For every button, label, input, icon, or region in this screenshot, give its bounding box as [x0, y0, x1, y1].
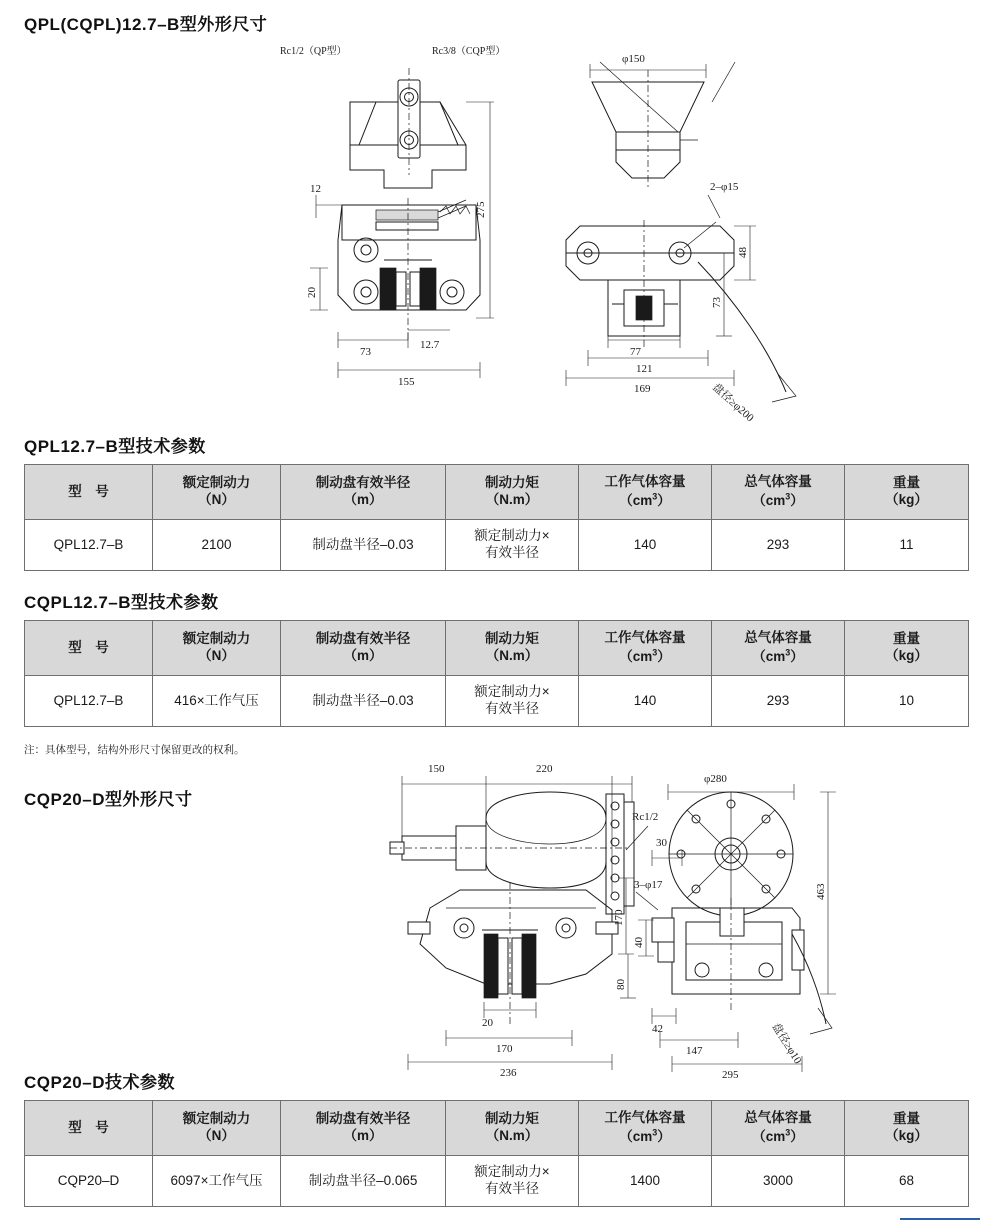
col-weight: 重量 （kg）	[845, 621, 969, 676]
svg-text:48: 48	[737, 247, 749, 258]
col-rated-force: 额定制动力 （N）	[153, 621, 281, 676]
col-rated-force: 额定制动力 （N）	[153, 1101, 281, 1156]
svg-text:30: 30	[656, 837, 667, 849]
cell-rated-force: 416×工作气压	[153, 676, 281, 727]
svg-text:Rc1/2: Rc1/2	[632, 811, 659, 823]
svg-text:20: 20	[306, 287, 318, 298]
svg-text:3–φ17: 3–φ17	[634, 879, 663, 891]
cell-torque: 额定制动力× 有效半径	[446, 676, 579, 727]
svg-text:170: 170	[613, 909, 625, 926]
spec-table-cqp20d	[24, 1100, 969, 1207]
section-title-qpl-params: QPL12.7–B型技术参数	[24, 437, 206, 456]
cell-total-gas: 293	[712, 676, 845, 727]
svg-text:40: 40	[633, 937, 645, 948]
col-total-gas: 总气体容量 $(cm^3)$	[712, 621, 845, 676]
spec-table-qpl127b	[24, 464, 969, 571]
table-row	[25, 1156, 969, 1207]
cell-working-gas: 140	[579, 676, 712, 727]
cell-torque: 额定制动力× 有效半径	[446, 1156, 579, 1207]
svg-text:12: 12	[310, 183, 321, 195]
col-total-gas: 总气体容量 $(cm^3)$	[712, 1101, 845, 1156]
section-title-cqp20d-outline: CQP20–D型外形尺寸	[24, 790, 193, 809]
svg-text:236: 236	[500, 1067, 517, 1079]
table-row	[25, 520, 969, 571]
drawing-cqp20-d-outline	[390, 758, 860, 1098]
col-weight: 重量 （kg）	[845, 465, 969, 520]
cell-total-gas: 3000	[712, 1156, 845, 1207]
svg-text:Rc1/2（QP型）: Rc1/2（QP型）	[280, 46, 347, 57]
svg-text:80: 80	[615, 979, 627, 990]
svg-text:147: 147	[686, 1045, 703, 1057]
svg-text:295: 295	[722, 1069, 739, 1081]
svg-text:150: 150	[428, 763, 445, 775]
table-header-row	[25, 621, 969, 676]
drawing-qpl-127b-outline	[280, 40, 840, 435]
table-row	[25, 676, 969, 727]
cell-model: CQP20–D	[25, 1156, 153, 1207]
cell-effective-radius: 制动盘半径–0.03	[281, 676, 446, 727]
svg-text:77: 77	[630, 346, 641, 358]
cell-torque: 额定制动力× 有效半径	[446, 520, 579, 571]
col-model: 型 号	[25, 1101, 153, 1156]
col-effective-radius: 制动盘有效半径 （m）	[281, 465, 446, 520]
svg-text:73: 73	[711, 297, 723, 308]
cell-rated-force: 2100	[153, 520, 281, 571]
svg-text:220: 220	[536, 763, 553, 775]
col-total-gas: 总气体容量 $(cm^3)$	[712, 465, 845, 520]
table-header-row	[25, 1101, 969, 1156]
section-title-qpl-outline: QPL(CQPL)12.7–B型外形尺寸	[24, 15, 268, 34]
cell-effective-radius: 制动盘半径–0.065	[281, 1156, 446, 1207]
cell-weight: 10	[845, 676, 969, 727]
col-model: 型 号	[25, 465, 153, 520]
svg-text:20: 20	[482, 1017, 493, 1029]
col-effective-radius: 制动盘有效半径 （m）	[281, 621, 446, 676]
svg-text:2–φ15: 2–φ15	[710, 181, 739, 193]
col-rated-force: 额定制动力 （N）	[153, 465, 281, 520]
svg-text:73: 73	[360, 346, 371, 358]
svg-text:盘径≥φ10: 盘径≥φ10	[769, 1021, 804, 1067]
cell-rated-force: 6097×工作气压	[153, 1156, 281, 1207]
col-torque: 制动力矩 （N.m）	[446, 621, 579, 676]
col-working-gas: 工作气体容量 $(cm^3)$	[579, 465, 712, 520]
cell-model: QPL12.7–B	[25, 520, 153, 571]
cell-working-gas: 1400	[579, 1156, 712, 1207]
svg-text:φ280: φ280	[704, 773, 727, 785]
cell-model: QPL12.7–B	[25, 676, 153, 727]
col-torque: 制动力矩 （N.m）	[446, 465, 579, 520]
svg-text:170: 170	[496, 1043, 513, 1055]
section-title-cqpl-params: CQPL12.7–B型技术参数	[24, 593, 219, 612]
footnote: 注：具体型号，结构外形尺寸保留更改的权利。	[24, 744, 245, 756]
svg-text:169: 169	[634, 383, 651, 395]
cell-effective-radius: 制动盘半径–0.03	[281, 520, 446, 571]
svg-text:275: 275	[475, 201, 487, 218]
col-working-gas: 工作气体容量 $(cm^3)$	[579, 621, 712, 676]
col-torque: 制动力矩 （N.m）	[446, 1101, 579, 1156]
svg-text:121: 121	[636, 363, 653, 375]
col-working-gas: 工作气体容量 $(cm^3)$	[579, 1101, 712, 1156]
section-title-cqp20d-params: CQP20–D技术参数	[24, 1073, 175, 1092]
cell-total-gas: 293	[712, 520, 845, 571]
cell-weight: 11	[845, 520, 969, 571]
spec-table-cqpl127b	[24, 620, 969, 727]
svg-text:12.7: 12.7	[420, 339, 440, 351]
svg-text:463: 463	[815, 883, 827, 900]
col-model: 型 号	[25, 621, 153, 676]
svg-text:155: 155	[398, 376, 415, 388]
svg-text:Rc3/8（CQP型）: Rc3/8（CQP型）	[432, 46, 506, 57]
footer-rule	[900, 1218, 980, 1220]
cell-weight: 68	[845, 1156, 969, 1207]
svg-text:盘径≥φ200: 盘径≥φ200	[709, 381, 756, 425]
svg-text:φ150: φ150	[622, 53, 645, 65]
table-header-row	[25, 465, 969, 520]
cell-working-gas: 140	[579, 520, 712, 571]
col-effective-radius: 制动盘有效半径 （m）	[281, 1101, 446, 1156]
svg-text:42: 42	[652, 1023, 663, 1035]
col-weight: 重量 （kg）	[845, 1101, 969, 1156]
